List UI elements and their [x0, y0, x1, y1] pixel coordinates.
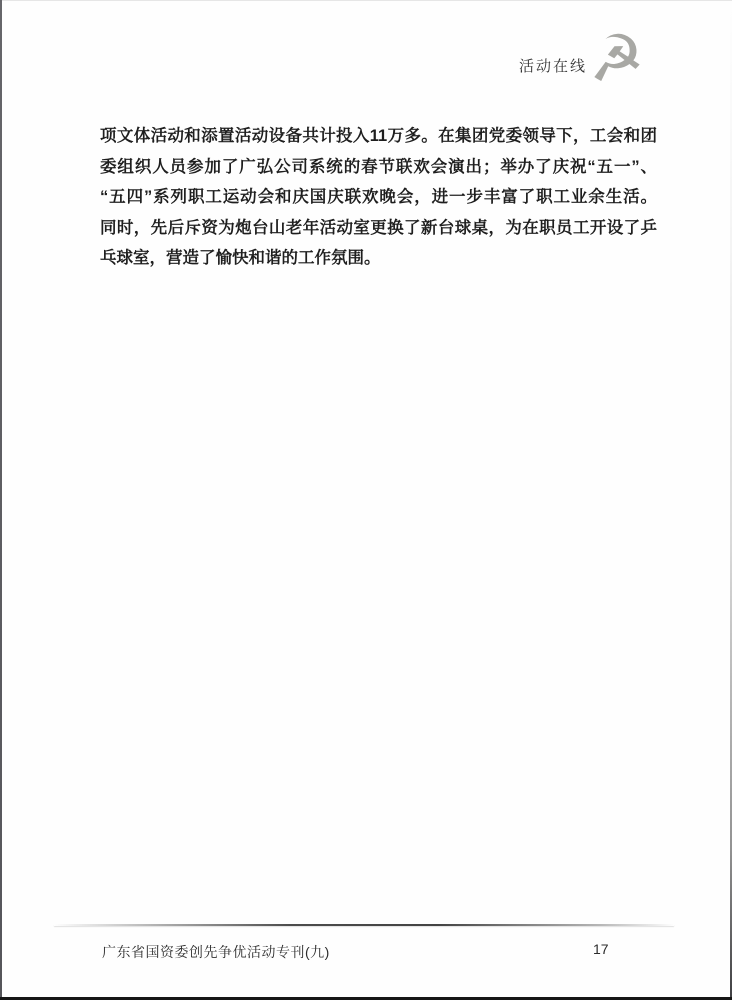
- paragraph-line: 委组织人员参加了广弘公司系统的春节联欢会演出；举办了庆祝“五一”、: [100, 157, 657, 176]
- page-number: 17: [593, 941, 609, 957]
- footer-journal-title: 广东省国资委创先争优活动专刊(九): [102, 944, 330, 960]
- footer-divider: [54, 924, 674, 926]
- page-edge-left: [0, 0, 2, 1000]
- paragraph-line: “五四”系列职工运动会和庆国庆联欢晚会，进一步丰富了职工业余生活。: [100, 188, 657, 207]
- body-paragraph: [100, 121, 657, 274]
- paragraph-line: 同时，先后斥资为炮台山老年活动室更换了新台球桌，为在职员工开设了乒: [100, 218, 657, 237]
- paragraph-line: 乓球室，营造了愉快和谐的工作氛围。: [100, 249, 381, 268]
- page-edge-top: [0, 0, 732, 1]
- paragraph-line: 项文体活动和添置活动设备共计投入11万多。在集团党委领导下，工会和团: [100, 127, 657, 145]
- hammer-and-sickle-icon: ☭: [585, 22, 647, 96]
- header-section-title: 活动在线: [519, 58, 588, 75]
